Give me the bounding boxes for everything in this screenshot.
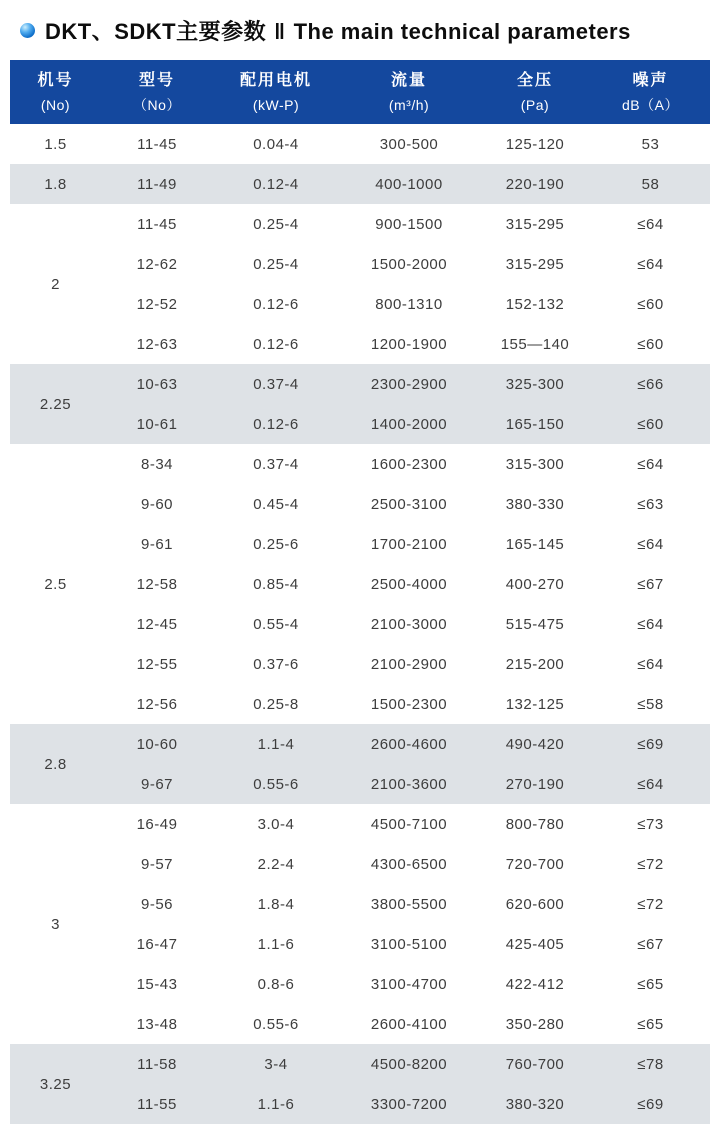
cell-pressure: 620-600 — [505, 895, 565, 913]
table-row — [10, 524, 710, 564]
cell-model: 15-43 — [136, 975, 178, 993]
cell-noise: ≤63 — [637, 495, 664, 513]
table-row — [10, 964, 710, 1004]
cell-model: 9-56 — [140, 895, 174, 913]
cell-model: 12-45 — [136, 615, 178, 633]
table-row — [10, 284, 710, 324]
cell-model: 9-57 — [140, 855, 174, 873]
cell-motor: 0.12-6 — [213, 404, 339, 444]
title-zh: DKT、SDKT主要参数 — [45, 18, 267, 44]
cell-model: 9-60 — [140, 495, 174, 513]
cell-motor: 0.85-4 — [253, 575, 299, 593]
table-row — [10, 564, 710, 604]
cell-pressure: 165-150 — [479, 404, 591, 444]
table-header — [10, 60, 710, 124]
cell-motor: 0.37-6 — [253, 655, 299, 673]
cell-model: 12-62 — [136, 255, 178, 273]
cell-pressure: 215-200 — [505, 655, 565, 673]
cell-motor: 0.55-6 — [253, 1015, 299, 1033]
cell-model: 11-58 — [101, 1044, 213, 1084]
cell-group-no: 2.25 — [10, 364, 101, 444]
cell-pressure: 125-120 — [505, 135, 565, 153]
cell-noise: ≤65 — [637, 1015, 664, 1033]
table-row — [10, 364, 710, 404]
table-row — [10, 804, 710, 844]
cell-flow: 2100-3600 — [339, 764, 479, 804]
cell-motor: 0.55-6 — [213, 764, 339, 804]
cell-noise: ≤69 — [591, 1084, 710, 1124]
cell-motor: 1.1-6 — [257, 935, 295, 953]
cell-flow: 2100-2900 — [370, 655, 448, 673]
cell-model: 12-56 — [136, 695, 178, 713]
cell-model: 11-49 — [101, 164, 213, 204]
cell-group-no: 3 — [51, 915, 60, 933]
cell-noise: ≤60 — [637, 335, 664, 353]
cell-flow: 900-1500 — [375, 215, 443, 233]
cell-pressure: 270-190 — [479, 764, 591, 804]
col-header-motor: 配用电机 (kW-P) — [213, 60, 339, 124]
table-row — [10, 724, 710, 764]
cell-motor: 0.55-4 — [253, 615, 299, 633]
col-header-noise: 噪声 dB（A） — [591, 60, 710, 124]
page-title — [0, 0, 720, 60]
cell-motor: 0.12-6 — [253, 335, 299, 353]
cell-model: 10-63 — [101, 364, 213, 404]
cell-pressure: 220-190 — [479, 164, 591, 204]
cell-flow: 3300-7200 — [339, 1084, 479, 1124]
cell-noise: ≤73 — [637, 815, 664, 833]
cell-motor: 0.12-6 — [253, 295, 299, 313]
table-row — [10, 484, 710, 524]
cell-noise: ≤64 — [637, 535, 664, 553]
table-row — [10, 1044, 710, 1084]
cell-pressure: 315-295 — [505, 215, 565, 233]
table-row — [10, 844, 710, 884]
cell-motor: 0.37-4 — [253, 455, 299, 473]
cell-flow: 3100-4700 — [370, 975, 448, 993]
table-row — [10, 444, 710, 484]
cell-flow: 1600-2300 — [370, 455, 448, 473]
cell-model: 11-45 — [137, 135, 177, 153]
cell-noise: ≤69 — [591, 724, 710, 764]
cell-model: 16-49 — [136, 815, 178, 833]
cell-flow: 1400-2000 — [339, 404, 479, 444]
title-en: The main technical parameters — [293, 18, 631, 44]
cell-motor: 0.45-4 — [253, 495, 299, 513]
cell-noise: 58 — [591, 164, 710, 204]
table-row — [10, 644, 710, 684]
parameters-table — [10, 60, 710, 1124]
cell-noise: ≤64 — [637, 255, 664, 273]
table-body — [10, 124, 710, 1124]
cell-noise: ≤64 — [591, 764, 710, 804]
cell-group-no: 2 — [51, 275, 60, 293]
page-title-text — [45, 15, 631, 46]
cell-noise: ≤66 — [591, 364, 710, 404]
cell-pressure: 380-320 — [479, 1084, 591, 1124]
cell-model: 13-48 — [136, 1015, 178, 1033]
cell-motor: 0.25-8 — [253, 695, 299, 713]
cell-flow: 300-500 — [379, 135, 439, 153]
cell-flow: 2100-3000 — [370, 615, 448, 633]
cell-model: 10-61 — [101, 404, 213, 444]
table-row — [10, 324, 710, 364]
cell-motor: 3.0-4 — [257, 815, 295, 833]
cell-motor: 0.25-4 — [253, 215, 299, 233]
cell-pressure: 152-132 — [505, 295, 565, 313]
cell-pressure: 155—140 — [500, 335, 570, 353]
cell-pressure: 325-300 — [479, 364, 591, 404]
cell-model: 11-55 — [101, 1084, 213, 1124]
cell-noise: ≤72 — [637, 855, 664, 873]
cell-noise: ≤64 — [637, 215, 664, 233]
cell-group-no: 2.5 — [44, 575, 67, 593]
cell-model: 8-34 — [140, 455, 174, 473]
table-row — [10, 1084, 710, 1124]
cell-model: 10-60 — [101, 724, 213, 764]
cell-motor: 0.04-4 — [253, 135, 299, 153]
cell-flow: 4500-8200 — [339, 1044, 479, 1084]
cell-pressure: 350-280 — [505, 1015, 565, 1033]
cell-motor: 0.12-4 — [213, 164, 339, 204]
cell-noise: ≤72 — [637, 895, 664, 913]
cell-noise: ≤67 — [637, 935, 664, 953]
cell-flow: 3800-5500 — [370, 895, 448, 913]
cell-motor: 1.1-6 — [213, 1084, 339, 1124]
cell-flow: 1500-2300 — [370, 695, 448, 713]
cell-group-no: 1.5 — [44, 135, 67, 153]
cell-pressure: 720-700 — [505, 855, 565, 873]
table-row — [10, 404, 710, 444]
table-row — [10, 764, 710, 804]
table-row — [10, 164, 710, 204]
cell-group-no: 2.8 — [10, 724, 101, 804]
cell-model: 12-55 — [136, 655, 178, 673]
cell-noise: ≤78 — [591, 1044, 710, 1084]
cell-flow: 800-1310 — [375, 295, 443, 313]
col-header-machine-no: 机号 (No) — [10, 60, 101, 124]
table-row — [10, 604, 710, 644]
cell-noise: ≤67 — [637, 575, 664, 593]
cell-flow: 2600-4600 — [339, 724, 479, 764]
cell-pressure: 380-330 — [505, 495, 565, 513]
cell-model: 9-67 — [101, 764, 213, 804]
cell-flow: 2500-4000 — [370, 575, 448, 593]
cell-flow: 2600-4100 — [370, 1015, 448, 1033]
table-row — [10, 684, 710, 724]
table-row — [10, 1004, 710, 1044]
cell-model: 9-61 — [140, 535, 174, 553]
cell-group-no: 1.8 — [10, 164, 101, 204]
cell-flow: 1700-2100 — [370, 535, 448, 553]
bullet-icon — [20, 23, 35, 38]
cell-noise: ≤64 — [637, 615, 664, 633]
cell-noise: ≤58 — [637, 695, 664, 713]
cell-motor: 0.8-6 — [257, 975, 295, 993]
cell-model: 12-52 — [136, 295, 178, 313]
cell-flow: 2500-3100 — [370, 495, 448, 513]
col-header-flow: 流量 (m³/h) — [339, 60, 479, 124]
cell-motor: 0.25-6 — [253, 535, 299, 553]
cell-noise: 53 — [641, 135, 660, 153]
cell-pressure: 422-412 — [505, 975, 565, 993]
col-header-pressure: 全压 (Pa) — [479, 60, 591, 124]
cell-motor: 3-4 — [213, 1044, 339, 1084]
title-separator: ‖ — [274, 18, 286, 44]
cell-noise: ≤60 — [591, 404, 710, 444]
table-row — [10, 924, 710, 964]
cell-flow: 1200-1900 — [370, 335, 448, 353]
cell-motor: 1.1-4 — [213, 724, 339, 764]
table-row — [10, 244, 710, 284]
cell-pressure: 132-125 — [505, 695, 565, 713]
cell-flow: 1500-2000 — [370, 255, 448, 273]
cell-pressure: 760-700 — [479, 1044, 591, 1084]
cell-model: 12-63 — [136, 335, 178, 353]
col-header-model: 型号 （No） — [101, 60, 213, 124]
table-row — [10, 884, 710, 924]
table-row — [10, 124, 710, 164]
cell-pressure: 490-420 — [479, 724, 591, 764]
cell-flow: 3100-5100 — [370, 935, 448, 953]
cell-model: 12-58 — [136, 575, 178, 593]
cell-pressure: 425-405 — [505, 935, 565, 953]
cell-pressure: 315-295 — [505, 255, 565, 273]
cell-pressure: 165-145 — [505, 535, 565, 553]
cell-flow: 4500-7100 — [370, 815, 448, 833]
cell-motor: 0.37-4 — [213, 364, 339, 404]
cell-pressure: 400-270 — [505, 575, 565, 593]
cell-motor: 0.25-4 — [253, 255, 299, 273]
cell-group-no: 3.25 — [10, 1044, 101, 1124]
cell-model: 11-45 — [137, 215, 177, 233]
cell-flow: 400-1000 — [339, 164, 479, 204]
cell-noise: ≤60 — [637, 295, 664, 313]
cell-motor: 2.2-4 — [257, 855, 295, 873]
cell-pressure: 515-475 — [505, 615, 565, 633]
cell-motor: 1.8-4 — [257, 895, 295, 913]
cell-flow: 2300-2900 — [339, 364, 479, 404]
table-row — [10, 204, 710, 244]
cell-noise: ≤64 — [637, 455, 664, 473]
cell-noise: ≤65 — [637, 975, 664, 993]
cell-pressure: 315-300 — [505, 455, 565, 473]
cell-noise: ≤64 — [637, 655, 664, 673]
cell-pressure: 800-780 — [505, 815, 565, 833]
cell-flow: 4300-6500 — [370, 855, 448, 873]
cell-model: 16-47 — [136, 935, 178, 953]
